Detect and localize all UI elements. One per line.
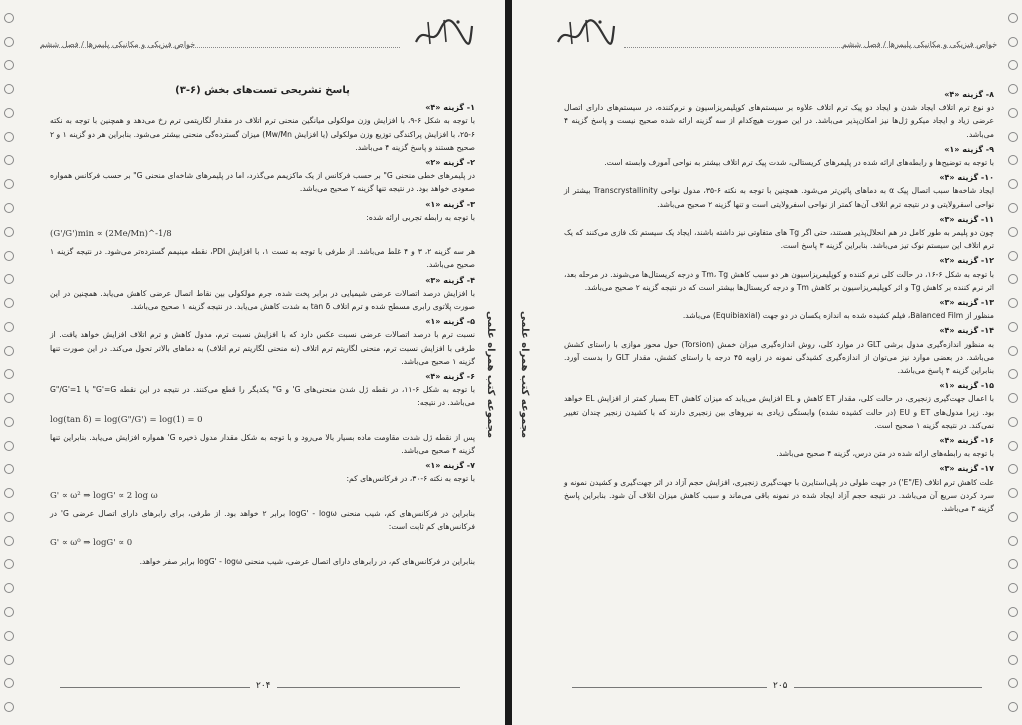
calligraphy-logo-icon [552, 14, 618, 54]
binding-ring-icon [4, 607, 14, 617]
answer-text: با توجه به رابطه تجربی ارائه شده: [366, 212, 475, 222]
binding-ring-icon [4, 488, 14, 498]
answer-heading: ۳- گزینه «۱» [425, 199, 475, 209]
binding-ring-icon [1008, 441, 1018, 451]
binding-ring-icon [4, 417, 14, 427]
answer-text: ایجاد شاخه‌ها سبب اتصال پیک α به دماهای پائین‌تر می‌شود. همچنین با توجه به نکته ۶-۳۵، مدول نواحی Transcrystallinity بیشتر از نواحی اسفرولایتی و در نتیجه ترم اتلاف آن‌ها کمتر از نواحی اسفرولایتی است و تنها گزینه ۲ صحیح می‌باشد. [564, 186, 995, 209]
binding-ring-icon [4, 464, 14, 474]
binding-ring-icon [4, 583, 14, 593]
answer-text: هر سه گزینه ۲، ۳ و ۴ غلط می‌باشد. از طرفی با توجه به تست ۱، با افزایش PDI، نقطه مینیمم گسترده‌تر می‌شود. در نتیجه گزینه ۱ صحیح می‌باشد. [50, 247, 475, 270]
binding-ring-icon [1008, 702, 1018, 712]
left-content [50, 84, 475, 568]
answer-text: چون دو پلیمر به طور کامل در هم انحلال‌پذیر هستند، حتی اگر Tg های متفاوتی نیز داشته باشند، ایجاد یک سیستم تک فازی می‌کنند که یک ترم اتلاف این سیستم نوک تیز می‌باشد. بنابراین گزینه ۳ پاسخ است. [564, 228, 994, 251]
answer-text: با توجه به رابطه‌های ارائه شده در متن درس، گزینه ۴ صحیح می‌باشد. [776, 449, 994, 459]
right-page [512, 0, 1022, 725]
page-number: ۲۰۴ [250, 681, 277, 691]
binding-ring-icon [4, 13, 14, 23]
formula: log(tan δ) = log(G"/G') = log(1) = 0 [50, 414, 203, 425]
binding-ring-icon [4, 393, 14, 403]
binding-ring-icon [4, 274, 14, 284]
binding-ring-icon [4, 179, 14, 189]
binding-ring-icon [1008, 298, 1018, 308]
binding-ring-icon [4, 227, 14, 237]
answer-text: نسبت ترم با درصد اتصالات عرضی نسبت عکس دارد که با افزایش نسبت ترم، مدول کاهش و ترم اتلاف افزایش خواهد یافت. از طرفی با افزایش نسبت ترم، منحنی لگاریتم ترم اتلاف (نه منحنی لگاریتم ترم اتلاف) به دماهای بالاتر تحول می‌کند. در این صورت تنها گزینه ۱ صحیح می‌باشد. [50, 330, 475, 366]
binding-ring-icon [1008, 655, 1018, 665]
formula: G' ∝ ω⁰ ⇒ logG' ∝ 0 [50, 538, 133, 549]
binding-ring-icon [4, 512, 14, 522]
answer-text: علت کاهش ترم اتلاف (E"/E') در جهت طولی در پلی‌استایرن با جهت‌گیری زنجیری، افزایش حجم آزاد در اثر جهت‌گیری و کشیدن نمونه و سرد کردن سریع آن می‌باشد. در نتیجه حجم آزاد ایجاد شده در نمونه باقی می‌ماند و سبب کاهش میزان اتلاف آن شود. بنابراین پاسخ گزینه ۳ می‌باشد. [564, 477, 994, 514]
binding-ring-icon [4, 655, 14, 665]
answer-11 [564, 213, 994, 253]
answer-text: با توجه به شکل ۶-۱۶، در حالت کلی نرم کننده و کوپلیمریزاسیون هر دو سبب کاهش Tm، Tg و درجه کریستال‌ها می‌شوند. در مرحله بعد، اثر نرم کننده بر کاهش Tg و اثر کوپلیمریزاسیون بر کاهش Tm و درجه کریستال‌ها بیشتر است که در نتیجه گزینه ۲ صحیح می‌باشد. [564, 269, 994, 292]
binding-ring-icon [4, 298, 14, 308]
binding-ring-icon [1008, 60, 1018, 70]
answer-9 [564, 143, 994, 169]
binding-ring-icon [4, 678, 14, 688]
answer-text: با توجه به شکل ۶-۱۱، در نقطه ژل شدن منحنی‌های G' و G" یکدیگر را قطع می‌کنند. در نتیجه در این نقطه G'=G" یا G"/G'=1 می‌باشد. در نتیجه: [50, 385, 475, 408]
header-text: خواص فیزیکی و مکانیکی پلیمرها / فصل ششم [40, 40, 196, 49]
answer-heading: ۱- گزینه «۴» [425, 103, 475, 113]
binding-ring-icon [4, 203, 14, 213]
binding-ring-icon [1008, 678, 1018, 688]
answer-text: منظور از Balanced Film، فیلم کشیده شده به اندازه یکسان در دو جهت (Equibiaxial) می‌باشد. [682, 311, 994, 321]
page-number: ۲۰۵ [767, 681, 794, 691]
binding-ring-icon [1008, 369, 1018, 379]
answer-text: پس از نقطه ژل شدت مقاومت ماده بسیار بالا می‌رود و با توجه به شکل مقدار مدول ذخیره G' همواره افزایش می‌یابد. بنابراین تنها گزینه ۴ صحیح می‌باشد. [50, 432, 475, 456]
binding-ring-icon [4, 441, 14, 451]
answer-12 [564, 254, 994, 294]
answer-heading: ۱۰- گزینه «۴» [939, 173, 994, 183]
binding-ring-icon [1008, 13, 1018, 23]
binding-ring-icon [4, 37, 14, 47]
binding-ring-icon [4, 132, 14, 142]
binding-ring-icon [4, 60, 14, 70]
binding-ring-icon [1008, 417, 1018, 427]
left-page [0, 0, 505, 725]
binding-ring-icon [1008, 37, 1018, 47]
binding-ring-icon [1008, 108, 1018, 118]
answer-heading: ۷- گزینه «۱» [425, 461, 475, 471]
answer-text: با توجه به شکل ۶-۹، با افزایش وزن مولکولی میانگین منحنی ترم اتلاف در مقدار لگاریتمی ترم رخ می‌دهد و همچنین با توجه به نکته ۶-۲۵، با افزایش پراکندگی توزیع وزن مولکولی (یا افزایش Mw/Mn) میزان گسترده‌گی منحنی بیشتر می‌شود. بنابراین هر دو گزینه ۱ و ۲ صحیح هستند و پاسخ گزینه ۴ می‌باشد. [50, 116, 475, 152]
header-text: خواص فیزیکی و مکانیکی پلیمرها / فصل ششم [842, 40, 998, 49]
answer-heading: ۸- گزینه «۴» [944, 90, 994, 99]
binding-ring-icon [1008, 512, 1018, 522]
answer-heading: ۱۷- گزینه «۳» [939, 464, 994, 474]
binding-ring-icon [1008, 464, 1018, 474]
binding-ring-icon [1008, 203, 1018, 213]
answer-2 [50, 156, 475, 196]
binding-ring-icon [4, 251, 14, 261]
answer-15 [564, 379, 994, 432]
answer-heading: ۱۱- گزینه «۳» [939, 214, 994, 224]
answer-heading: ۹- گزینه «۱» [944, 144, 994, 154]
answer-text: با افزایش درصد اتصالات عرضی شیمیایی در برابر پخت شده، جرم مولکولی بین نقاط اتصال عرضی کاهش می‌یابد. همچنین در این صورت پلاتوی رابری مسطح شده و ترم اتلاف tan δ به شدت کاهش می‌یابد. در نتیجه گزینه ۱ صحیح می‌باشد. [50, 288, 475, 312]
binding-ring-icon [1008, 179, 1018, 189]
calligraphy-logo-icon [410, 14, 476, 54]
section-title: پاسخ تشریحی تست‌های بخش (۶-۳) [175, 85, 350, 96]
binding-ring-icon [1008, 227, 1018, 237]
formula: (G'/G')min ∝ (2Me/Mn)^-1/8 [50, 229, 172, 240]
binding-ring-icon [1008, 536, 1018, 546]
binding-ring-icon [1008, 583, 1018, 593]
formula: G' ∝ ω² ⇒ logG' ∝ 2 log ω [50, 490, 158, 501]
answer-heading: ۱۳- گزینه «۳» [939, 298, 994, 308]
answer-heading: ۱۲- گزینه «۲» [939, 256, 994, 266]
answer-text: با اعمال جهت‌گیری زنجیری، در حالت کلی، مقدار ET کاهش و EL افزایش می‌یابد که میزان کاهش ET بسیار کمتر از افزایش EL خواهد بود. زیرا مدول‌های ET و EU (در حالت کشیده نشده) وابستگی زیادی به نیروهای بین زنجیری دارند که با کشیدن زنجیر چندان تغییر نمی‌کند. در نتیجه گزینه ۱ صحیح است. [564, 394, 995, 430]
binding-ring-icon [1008, 607, 1018, 617]
binding-ring-icon [4, 84, 14, 94]
binding-ring-icon [1008, 84, 1018, 94]
binding-ring-icon [4, 369, 14, 379]
answer-heading: ۱۶- گزینه «۴» [939, 436, 994, 446]
answer-heading: ۴- گزینه «۳» [425, 275, 475, 285]
binding-ring-icon [4, 108, 14, 118]
answer-text: بنابراین در فرکانس‌های کم، شیب منحنی logG' - logω برابر ۲ خواهد بود. از طرفی، برای رابرهای دارای اتصال عرضی G' در فرکانس‌های کم ثابت است: [50, 508, 475, 532]
page-footer [60, 683, 460, 695]
answer-13 [564, 296, 994, 322]
binding-ring-icon [1008, 631, 1018, 641]
answer-text: با توجه به نکته ۶-۳۰، در فرکانس‌های کم: [346, 474, 475, 484]
binding-ring-icon [1008, 251, 1018, 261]
answer-1 [50, 101, 475, 154]
page-footer [572, 683, 982, 695]
answer-text: با توجه به توضیح‌ها و رابطه‌های ارائه شده در پلیمرهای کریستالی، شدت پیک ترم اتلاف بیشتر به نواحی آمورف وابسته است. [604, 158, 994, 168]
binding-ring-icon [4, 702, 14, 712]
answer-7 [50, 459, 475, 567]
binding-ring-icon [4, 322, 14, 332]
answer-3 [50, 198, 475, 272]
binding-ring-icon [1008, 274, 1018, 284]
answer-text: در پلیمرهای خطی منحنی G" بر حسب فرکانس از یک ماکزیمم می‌گذرد، اما در پلیمرهای شاخه‌ای منحنی G" بر حسب فرکانس همواره صعودی خواهد بود. در نتیجه تنها گزینه ۲ صحیح می‌باشد. [50, 171, 475, 194]
answer-heading: ۵- گزینه «۱» [425, 317, 475, 327]
binding-ring-icon [1008, 132, 1018, 142]
binding-ring-icon [4, 631, 14, 641]
binding-ring-icon [1008, 322, 1018, 332]
side-band-text: مجموعه کتب همراه علمی [485, 311, 496, 439]
answer-10 [564, 171, 994, 211]
binding-ring-icon [1008, 488, 1018, 498]
right-content [564, 86, 994, 515]
answer-14 [564, 324, 994, 377]
answer-16 [564, 434, 994, 460]
answer-6 [50, 370, 475, 457]
binding-ring-icon [4, 559, 14, 569]
answer-heading: ۲- گزینه «۲» [425, 158, 475, 168]
binding-ring-icon [1008, 155, 1018, 165]
spiral-binding-right [1006, 0, 1020, 725]
spiral-binding-left [2, 0, 16, 725]
answer-heading: ۶- گزینه «۴» [425, 372, 475, 382]
answer-heading: ۱۵- گزینه «۱» [939, 381, 994, 391]
answer-text: بنابراین در فرکانس‌های کم، در رابرهای دارای اتصال عرضی، شیب منحنی logG' - logω برابر صفر خواهد. [139, 556, 475, 566]
answer-heading: ۱۴- گزینه «۴» [939, 326, 994, 336]
gutter [505, 0, 512, 725]
answer-5 [50, 315, 475, 368]
binding-ring-icon [1008, 393, 1018, 403]
answer-8 [564, 88, 994, 141]
binding-ring-icon [4, 155, 14, 165]
answer-text: دو نوع ترم اتلاف ایجاد شدن و ایجاد دو پیک ترم اتلاف علاوه بر سیستم‌های کوپلیمریزاسیون و نرم‌کننده، در سیستم‌های دارای اتصال عرضی زیاد و ایجاد میکرو ژل‌ها نیز امکان‌پذیر می‌باشد. در این صورت هیچ‌کدام از سه گزینه ارائه شده صحیح نیست و پاسخ گزینه ۴ می‌باشد. [564, 103, 994, 139]
side-band-text: مجموعه کتب همراه علمی [519, 311, 530, 439]
answer-17 [564, 462, 994, 515]
binding-ring-icon [4, 536, 14, 546]
binding-ring-icon [1008, 346, 1018, 356]
binding-ring-icon [1008, 559, 1018, 569]
binding-ring-icon [4, 346, 14, 356]
answer-text: به منظور اندازه‌گیری مدول برشی GLT در موارد کلی، روش اندازه‌گیری میزان خمش (Torsion) حول محور موازی با راستای کشش می‌باشد. در بعضی موارد نیز می‌توان از اندازه‌گیری کشیدگی نمونه در زاویه ۴۵ درجه با راستای کشش، مقدار GLT را بدست آورد. بنابراین گزینه ۴ پاسخ می‌باشد. [564, 339, 995, 376]
answer-4 [50, 274, 475, 314]
